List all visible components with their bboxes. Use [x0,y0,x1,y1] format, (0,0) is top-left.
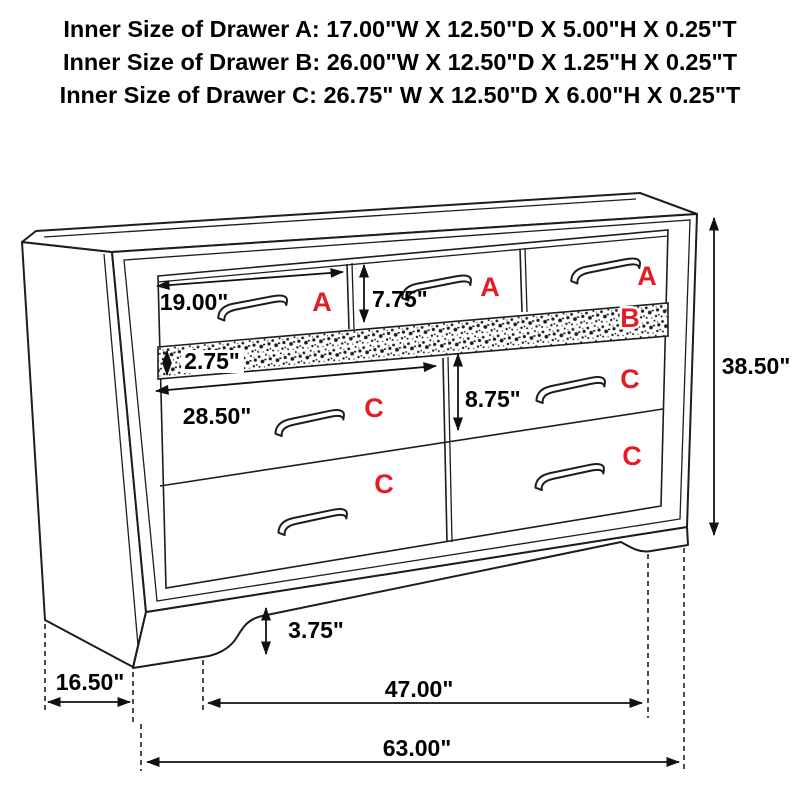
label-drawer-c-right-top: C [620,364,640,394]
label-drawer-c-left-top: C [364,393,384,423]
dim-drawer-a-width: 19.00" [159,289,229,315]
label-drawer-a2: A [480,272,500,302]
dim-drawer-a-height: 7.75" [372,286,428,312]
label-drawer-a3: A [637,261,657,291]
dim-overall-height: 38.50" [721,353,791,379]
spec-line-drawer-c: Inner Size of Drawer C: 26.75" W X 12.50"D X 6.00"H X 0.25"T [59,82,741,108]
dim-foot-height: 3.75" [288,617,344,643]
label-drawer-b: B [620,303,640,333]
dim-overall-depth: 16.50" [55,669,125,695]
dim-drawer-c-width: 28.50" [182,403,252,429]
spec-line-drawer-a: Inner Size of Drawer A: 17.00"W X 12.50"D X 5.00"H X 0.25"T [63,16,737,42]
label-drawer-c-left-bottom: C [374,469,394,499]
label-drawer-c-right-bottom: C [622,441,642,471]
dim-jewelry-strip-height: 2.75" [184,348,240,374]
dim-drawer-c-height: 8.75" [465,386,521,412]
label-drawer-a1: A [312,287,332,317]
dim-feet-span: 47.00" [384,676,454,702]
dim-overall-width: 63.00" [382,735,452,761]
spec-line-drawer-b: Inner Size of Drawer B: 26.00"W X 12.50"D X 1.25"H X 0.25"T [62,49,738,75]
